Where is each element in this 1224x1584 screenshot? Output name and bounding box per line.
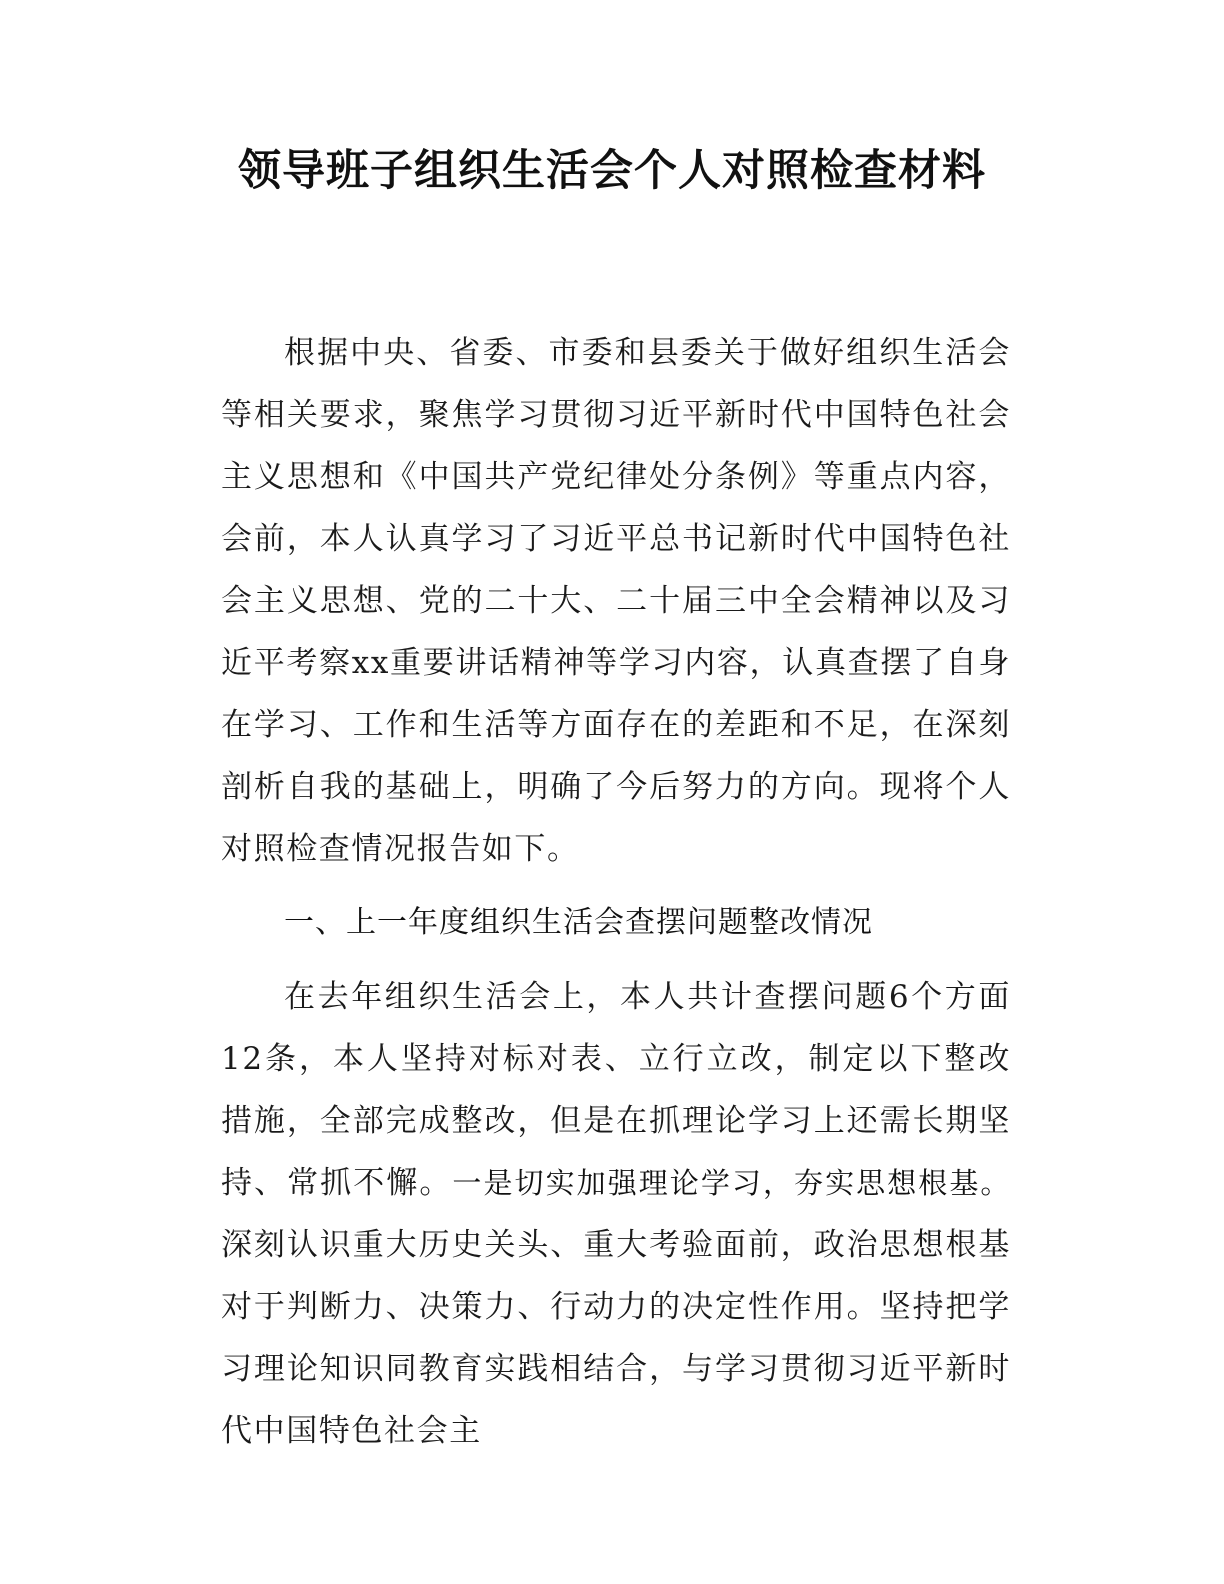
paragraph-spacer xyxy=(221,954,1011,966)
section-heading: 一、上一年度组织生活会查摆问题整改情况 xyxy=(284,905,873,940)
section-paragraph-lead: 在去年组织生活会上，本人共计查摆问题6个方面12条，本人坚持对标对表、立行立改，制定以下整改措施，全部完成整改，但是在抓理论学习上还需长期坚持、常抓不懈。 xyxy=(221,979,1011,1201)
document-title: 领导班子组织生活会个人对照检查材料 xyxy=(238,146,986,196)
intro-paragraph: 根据中央、省委、市委和县委关于做好组织生活会等相关要求，聚焦学习贯彻习近平新时代中国特色社会主义思想和《中国共产党纪律处分条例》等重点内容，会前，本人认真学习了习近平总书记新时代中国特色社会主义思想、党的二十大、二十届三中全会精神以及习近平考察xx重要讲话精神等学习内容，认真查摆了自身在学习、工作和生活等方面存在的差距和不足，在深刻剖析自我的基础上，明确了今后努力的方向。现将个人对照检查情况报告如下。 xyxy=(221,335,1011,867)
section-paragraph xyxy=(221,966,1011,1462)
paragraph-spacer xyxy=(221,880,1011,892)
measure-title: 一是切实加强理论学习，夯实思想根基。 xyxy=(452,1166,1011,1200)
measure-text: 深刻认识重大历史关头、重大考验面前，政治思想根基对于判断力、决策力、行动力的决定性作用。坚持把学习理论知识同教育实践相结合，与学习贯彻习近平新时代中国特色社会主 xyxy=(221,1227,1011,1449)
document-body xyxy=(221,322,1011,1462)
